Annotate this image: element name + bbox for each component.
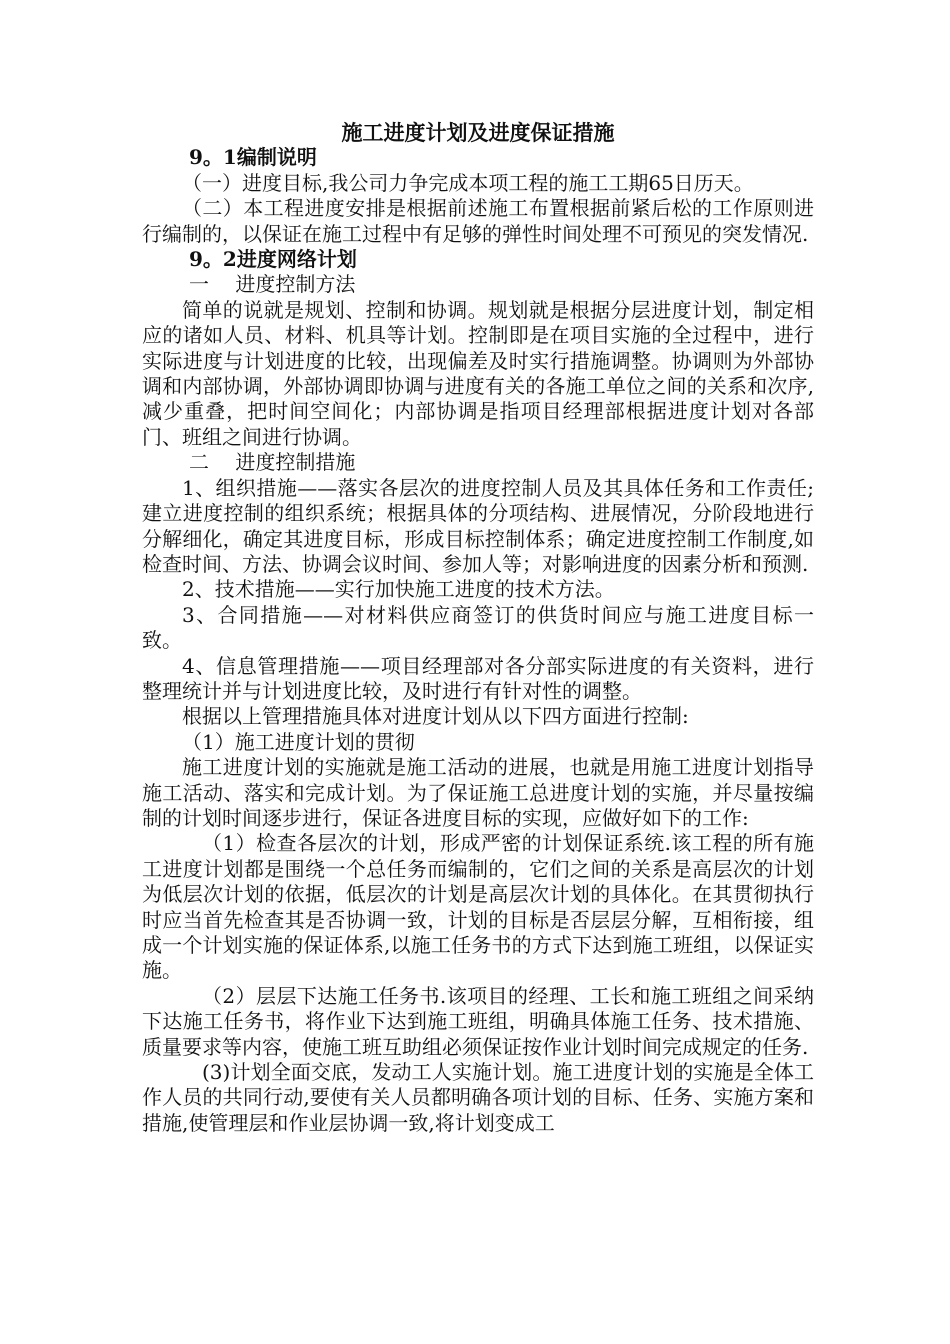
subheading-control-method: 一 进度控制方法 [189, 272, 356, 297]
paragraph-control-intro: 根据以上管理措施具体对进度计划从以下四方面进行控制: [182, 704, 689, 729]
paragraph-measure-organization: 1、组织措施——落实各层次的进度控制人员及其具体任务和工作责任;建立进度控制的组织系统；根据具体的分项结构、进展情况，分阶段地进行分解细化，确定其进度目标，形成目标控制体系；确定进度控制工作制度,如检查时间、方法、协调会议时间、参加人等；对影响进度的因素分析和预测. [142, 475, 814, 576]
section-heading-9-1: 9。1编制说明 [189, 145, 317, 170]
paragraph-plan-implementation-title: （1）施工进度计划的贯彻 [182, 729, 415, 754]
paragraph-work-check-plans: （1）检查各层次的计划，形成严密的计划保证系统.该工程的所有施工进度计划都是围绕一个总任务而编制的，它们之间的关系是高层次的计划为低层次计划的依据，低层次的计划是高层次计划的具体化。在其贯彻执行时应当首先检查其是否协调一致，计划的目标是否层层分解，互相衔接，组成一个计划实施的保证体系,以施工任务书的方式下达到施工班组，以保证实施。 [142, 831, 814, 983]
paragraph-measure-information: 4、信息管理措施——项目经理部对各分部实际进度的有关资料，进行整理统计并与计划进度比较，及时进行有针对性的调整。 [142, 653, 814, 703]
document-page [142, 120, 814, 1136]
paragraph-measure-technical: 2、技术措施——实行加快施工进度的技术方法。 [182, 577, 615, 602]
subheading-control-measures: 二 进度控制措施 [189, 450, 356, 475]
paragraph-work-plan-briefing: (3)计划全面交底，发动工人实施计划。施工进度计划的实施是全体工作人员的共同行动,要使有关人员都明确各项计划的目标、任务、实施方案和措施,使管理层和作业层协调一致,将计划变成工 [142, 1060, 814, 1135]
paragraph-progress-target: （一）进度目标,我公司力争完成本项工程的施工工期65日历天。 [182, 170, 754, 195]
paragraph-measure-contract: 3、合同措施——对材料供应商签订的供货时间应与施工进度目标一致。 [142, 602, 814, 653]
section-heading-9-2: 9。2进度网络计划 [189, 247, 357, 272]
document-title: 施工进度计划及进度保证措施 [341, 120, 615, 145]
paragraph-plan-implementation: 施工进度计划的实施就是施工活动的进展，也就是用施工进度计划指导施工活动、落实和完成计划。为了保证施工总进度计划的实施，并尽量按编制的计划时间逐步进行，保证各进度目标的实现，应做好如下的工作: [142, 755, 814, 830]
paragraph-progress-arrangement: （二）本工程进度安排是根据前述施工布置根据前紧后松的工作原则进行编制的，以保证在施工过程中有足够的弹性时间处理不可预见的突发情况. [142, 196, 814, 246]
paragraph-control-method: 简单的说就是规划、控制和协调。规划就是根据分层进度计划，制定相应的诸如人员、材料、机具等计划。控制即是在项目实施的全过程中，进行实际进度与计划进度的比较，出现偏差及时实行措施调整。协调则为外部协调和内部协调，外部协调即协调与进度有关的各施工单位之间的关系和次序,减少重叠，把时间空间化；内部协调是指项目经理部根据进度计划对各部门、班组之间进行协调。 [142, 297, 814, 449]
paragraph-work-task-orders: （2）层层下达施工任务书.该项目的经理、工长和施工班组之间采纳下达施工任务书，将作业下达到施工班组，明确具体施工任务、技术措施、质量要求等内容，使施工班互助组必须保证按作业计划时间完成规定的任务. [142, 983, 814, 1059]
